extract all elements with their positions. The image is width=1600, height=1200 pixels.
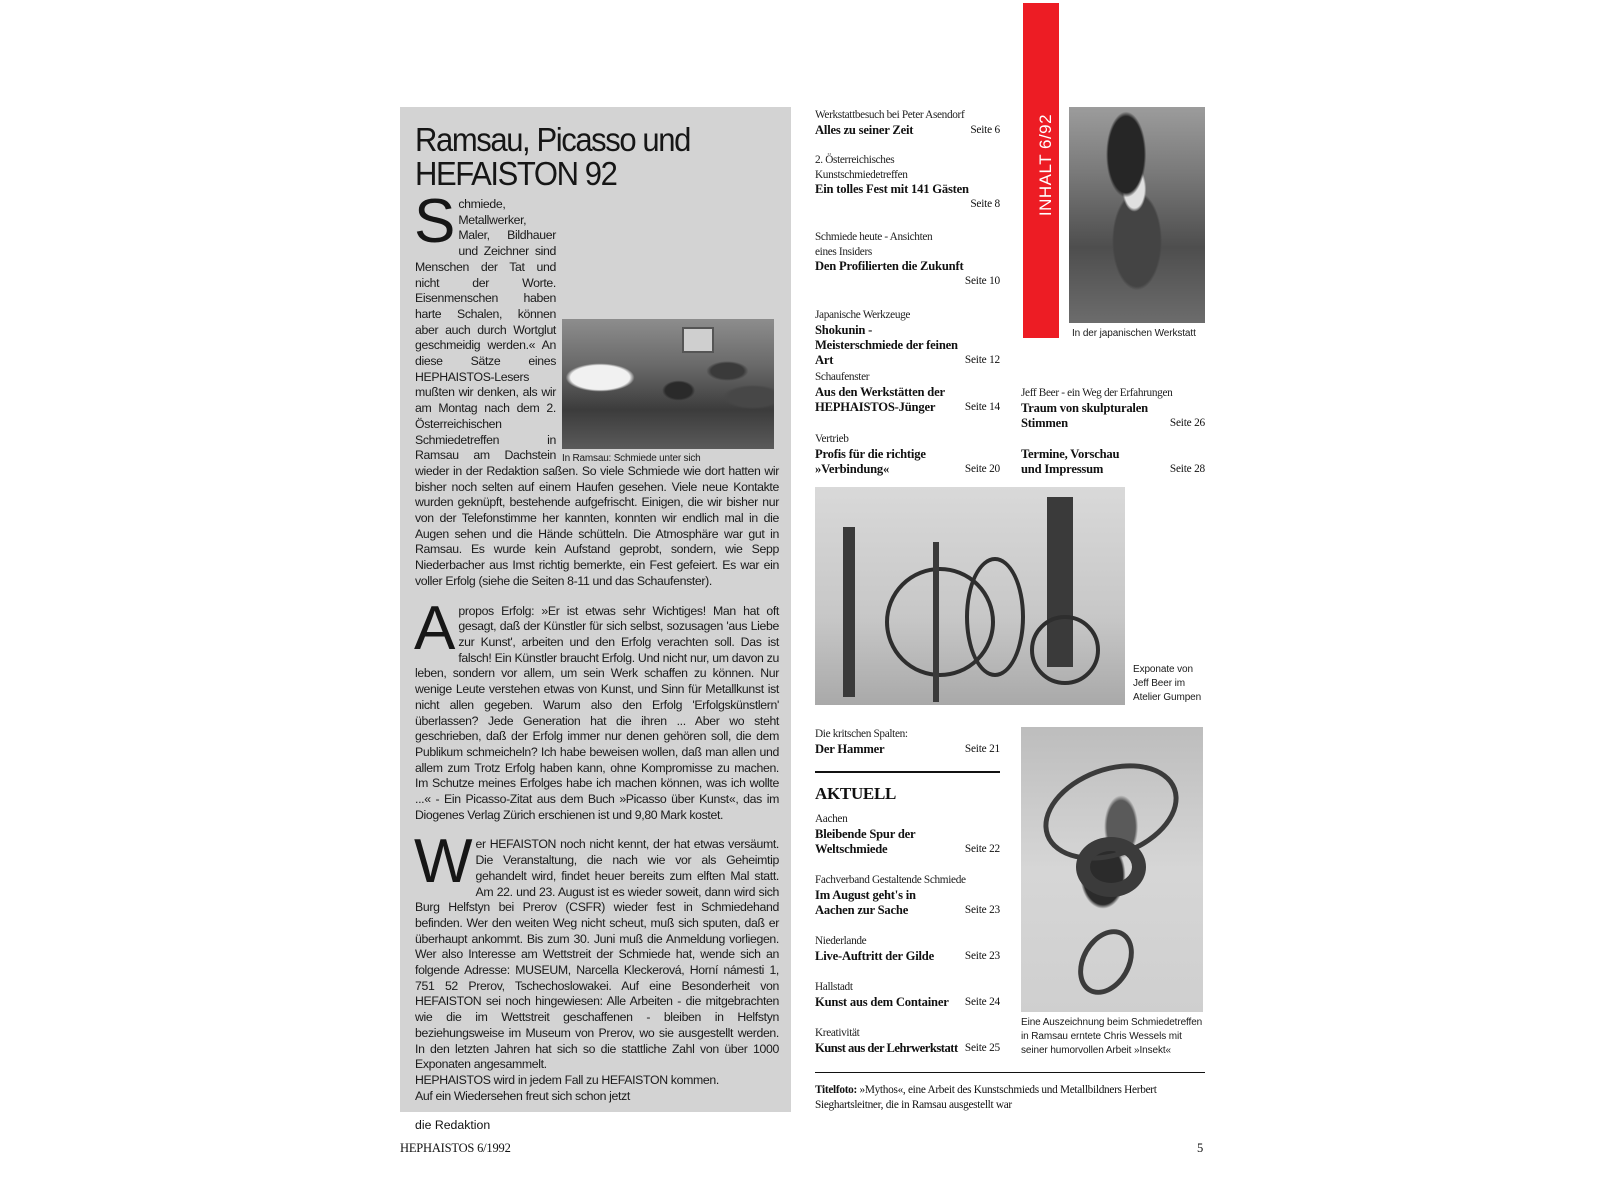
toc-headline: Profis für die richtige »Verbindung«: [815, 446, 926, 476]
photo-caption: In Ramsau: Schmiede unter sich: [562, 453, 701, 464]
aktuell-entry[interactable]: [815, 1026, 1000, 1056]
toc-headline: Shokunin - Meisterschmiede der feinen Art: [815, 322, 958, 367]
toc-entry[interactable]: [1021, 447, 1205, 477]
cover-photo-note: [815, 1083, 1205, 1113]
editorial-article: [400, 107, 791, 1133]
toc-headline: Traum von skulpturalen Stimmen: [1021, 400, 1148, 430]
toc-kicker: Vertrieb: [815, 433, 849, 445]
toc-page: Seite 8: [970, 198, 1000, 211]
toc-page: Seite 14: [964, 400, 1000, 413]
toc-headline: Der Hammer: [815, 741, 885, 756]
ramsau-photo: [562, 319, 780, 464]
insect-sculpture-photo: [1021, 727, 1203, 1012]
cover-photo-label: Titelfoto:: [815, 1084, 857, 1096]
toc-kicker: Jeff Beer - ein Weg der Erfahrungen: [1021, 387, 1173, 399]
divider: [815, 771, 1000, 773]
toc-entry[interactable]: [815, 153, 1000, 212]
toc-page: Seite 23: [964, 903, 1000, 916]
article-paragraph-3: [414, 827, 779, 1073]
toc-kicker: Hallstadt: [815, 981, 853, 993]
toc-headline: Im August geht's in Aachen zur Sache: [815, 887, 916, 917]
toc-entry[interactable]: [815, 230, 1000, 289]
toc-kicker: 2. Österreichisches Kunstschmiedetreffen: [815, 154, 908, 181]
toc-page: Seite 23: [964, 949, 1000, 962]
toc-kicker: Schmiede heute - Ansichten eines Insiders: [815, 231, 933, 258]
toc-kicker: Aachen: [815, 813, 848, 825]
dropcap: S: [414, 187, 456, 256]
sculptures-photo: [815, 487, 1125, 705]
paragraph-text: er HEFAISTON noch nicht kennt, der hat etwas versäumt. Die Veranstaltung, die nach wie vor als Geheimtip gehandelt wird, findet heuer bereits zum elften Mal statt. Am 22. und 23. August ist es wieder soweit, dann wird sich Burg Helfstyn bei Prerov (CSFR) wieder fest in Schmiedehand befinden. Wer den weiten Weg nicht scheut, muß sich sputen, daß er überhaupt ankommt. Bis zum 30. Juni muß die Anmeldung vorliegen. Wer also Interesse am Wettstreit der Schmiede hat, wende sich an folgende Adresse: MUSEUM, Narcella Kleckerová, Horní námesti 1, 751 52 Prerov, Tschechoslowakei. Auf eine Besonderheit von HEFAISTON sei noch hingewiesen: Alle Arbeiten - die mitgebrachten wie die im Wettstreit geschaffenen - bleiben in Helfstyn beziehungsweise im Museum von Prerov, wo sie ausgestellt werden. In den letzten Jahren hat sich so die stattliche Zahl von über 1000 Exponaten angesammelt.: [415, 837, 779, 1072]
toc-headline: Termine, Vorschau und Impressum: [1021, 447, 1120, 477]
toc-page: Seite 22: [964, 842, 1000, 855]
toc-headline: Alles zu seiner Zeit: [815, 122, 914, 137]
toc-page: Seite 25: [964, 1041, 1000, 1054]
aktuell-entry[interactable]: [815, 980, 1000, 1010]
toc-page: Seite 12: [964, 354, 1000, 367]
article-signature: die Redaktion: [415, 1118, 491, 1133]
toc-kicker: Schaufenster: [815, 371, 870, 383]
sculpture-ring: [1030, 615, 1100, 685]
photo-caption: Eine Auszeichnung beim Schmiedetreffen in Ramsau erntete Chris Wessels mit seiner humorvollen Arbeit »Insekt«: [1021, 1017, 1203, 1056]
toc-entry[interactable]: [815, 727, 1000, 757]
article-title: Ramsau, Picasso und HEFAISTON 92: [415, 121, 690, 192]
sculpture-wire: [1067, 919, 1145, 1005]
aktuell-heading: AKTUELL: [815, 784, 897, 803]
toc-kicker: Werkstattbesuch bei Peter Asendorf: [815, 109, 965, 121]
toc-page: Seite 6: [970, 123, 1000, 136]
paragraph-text: propos Erfolg: »Er ist etwas sehr Wichtiges! Man hat oft gesagt, daß der Künstler für sich selbst, sozusagen 'aus Liebe zur Kunst', arbeiten und den Erfolg verachten soll. Das ist falsch! Ein Künstler braucht Erfolg. Und nicht nur, um davon zu leben, sondern vor allem, um sein Werk schaffen zu können. Nur wenige Leute verstehen etwas von Kunst, und Sinn für Metallkunst ist nicht allen gegeben. Warum also den Erfolg 'Erfolgskünstlern' überlassen? Jede Generation hat die ihren ... Aber wo steht geschrieben, daß der Erfolg immer nur denen gehören soll, die dem Publikum schmeicheln? Ich habe beweisen wollen, daß man allen und allem zum Trotz Erfolg haben kann, ohne Kompromisse zu machen. Im Schutze meines Erfolges habe ich machen können, was ich wollte ...« - Ein Picasso-Zitat aus dem Buch »Picasso über Kunst«, das im Diogenes Verlag Zürich erschienen ist und 9,80 Mark kostet.: [415, 603, 779, 822]
toc-page: Seite 28: [1169, 463, 1205, 476]
aktuell-entry[interactable]: [815, 934, 1000, 964]
toc-kicker: Kreativität: [815, 1027, 860, 1039]
contents-label: INHALT 6/92: [1036, 113, 1055, 217]
toc-headline: Bleibende Spur der Weltschmiede: [815, 826, 916, 856]
toc-page: Seite 24: [964, 995, 1000, 1008]
toc-entry[interactable]: [815, 432, 1000, 477]
sculpture-post: [843, 527, 855, 697]
toc-kicker: Japanische Werkzeuge: [815, 309, 911, 321]
dropcap: W: [414, 827, 473, 897]
photo-caption: In der japanischen Werkstatt: [1072, 328, 1196, 339]
dropcap: A: [414, 593, 456, 663]
article-line: Auf ein Wiedersehen freut sich schon jetzt: [415, 1088, 630, 1103]
toc-headline: Kunst aus dem Container: [815, 994, 949, 1009]
toc-entry[interactable]: [815, 108, 1000, 138]
photo-caption: Exponate von Jeff Beer im Atelier Gumpen: [1133, 664, 1202, 703]
toc-headline: Live-Auftritt der Gilde: [815, 948, 934, 963]
toc-entry[interactable]: [815, 370, 1000, 415]
aktuell-entry[interactable]: [815, 873, 1020, 918]
cover-photo-text: »Mythos«, eine Arbeit des Kunstschmieds und Metallbildners Herbert Sieghartsleitner, die in Ramsau ausgestellt war: [815, 1084, 1157, 1111]
divider: [815, 1072, 1205, 1073]
article-line: HEPHAISTOS wird in jedem Fall zu HEFAISTON kommen.: [415, 1072, 719, 1087]
footer-publication: HEPHAISTOS 6/1992: [400, 1141, 511, 1155]
toc-headline: Kunst aus der Lehrwerkstatt: [815, 1040, 958, 1055]
toc-kicker: Die kritschen Spalten:: [815, 728, 908, 740]
toc-kicker: Fachverband Gestaltende Schmiede: [815, 874, 966, 886]
toc-entry[interactable]: [1021, 386, 1205, 431]
toc-page: Seite 26: [1169, 416, 1205, 429]
article-paragraph-1: [414, 187, 779, 590]
japanese-workshop-photo: [1069, 107, 1205, 323]
page-number: 5: [1197, 1141, 1204, 1155]
toc-kicker: Niederlande: [815, 935, 867, 947]
toc-page: Seite 10: [964, 275, 1000, 288]
aktuell-entry[interactable]: [815, 812, 1000, 857]
paragraph-text: chmiede, Metallwerker, Maler, Bildhauer und Zeichner sind Menschen der Tat und nicht der Worte. Eisenmenschen haben harte Schalen, können aber auch durch Wortglut geschmeidig werden.« An diese Sätze eines HEPHAISTOS-Lesers mußten wir denken, als wir am Montag nach dem 2. Österreichischen Schmiedetreffen in Ramsau am Dachstein wieder in der Redaktion saßen. So viele Schmiede wie dort hatten wir bisher noch selten auf einem Haufen gesehen. Viele neue Kontakte wurden geknüpft, bestehende aufgefrischt. Einigen, die wir bisher nur von der Telefonstimme her kannten, konnten wir endlich mal in die Augen sehen und die Hände schütteln. Die Atmosphäre war gut in Ramsau. Es wurde kein Aufstand geprobt, sondern, wie Sepp Niederbacher aus Imst richtig bemerkte, ein Fest gefeiert. Es war ein voller Erfolg (siehe die Seiten 8-11 und das Schaufenster).: [415, 197, 779, 588]
toc-headline: Den Profilierten die Zukunft: [815, 259, 964, 273]
sculpture-wire: [1076, 837, 1146, 897]
toc-page: Seite 21: [964, 742, 1000, 755]
toc-headline: Aus den Werkstätten der HEPHAISTOS-Jünger: [815, 384, 945, 414]
sculpture-ring: [965, 557, 1025, 677]
toc-entry[interactable]: [815, 308, 1000, 368]
sculpture-post: [933, 542, 939, 702]
article-paragraph-2: [414, 593, 779, 824]
toc-page: Seite 20: [964, 462, 1000, 475]
toc-headline: Ein tolles Fest mit 141 Gästen: [815, 182, 969, 196]
photo-image: [562, 319, 774, 449]
